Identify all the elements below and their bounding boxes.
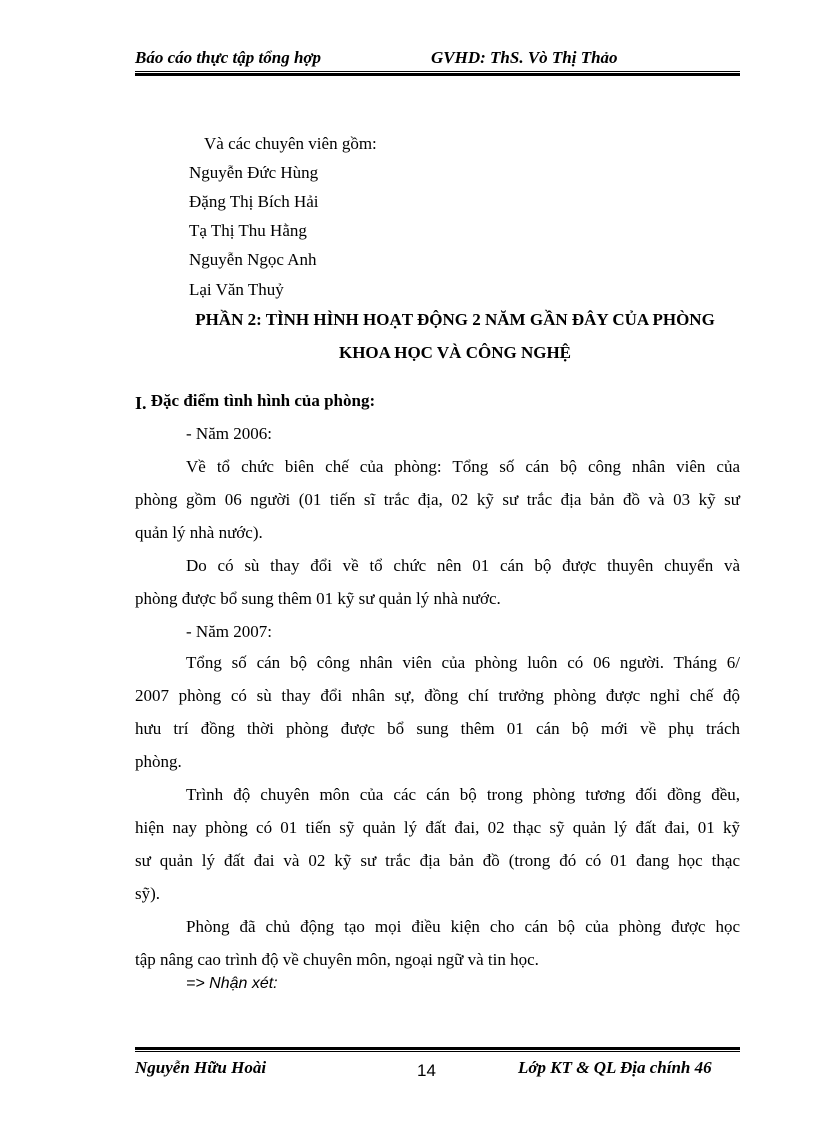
paragraph-line: sư quản lý đất đai và 02 kỹ sư trắc địa bản đồ (trong đó có 01 đang học thạc bbox=[135, 851, 740, 870]
paragraph-line: Tổng số cán bộ công nhân viên của phòng luôn có 06 người. Tháng 6/ bbox=[186, 653, 740, 672]
page-number: 14 bbox=[417, 1061, 436, 1080]
year-label: - Năm 2006: bbox=[186, 424, 272, 443]
paragraph-line: Về tổ chức biên chế của phòng: Tổng số cán bộ công nhân viên của bbox=[186, 457, 740, 476]
paragraph-line: sỹ). bbox=[135, 884, 161, 903]
staff-name: Nguyễn Ngọc Anh bbox=[189, 250, 317, 269]
paragraph-line: hưu trí đồng thời phòng được bổ sung thêm 01 cán bộ mới về phụ trách bbox=[135, 719, 740, 738]
section-title: Đặc điểm tình hình của phòng: bbox=[150, 391, 376, 410]
footer-class: Lớp KT & QL Địa chính 46 bbox=[518, 1058, 712, 1077]
paragraph-line: hiện nay phòng có 01 tiến sỹ quản lý đất đai, 02 thạc sỹ quản lý đất đai, 01 kỹ bbox=[135, 818, 740, 837]
page-header bbox=[135, 48, 740, 72]
staff-name: Nguyễn Đức Hùng bbox=[189, 163, 319, 182]
paragraph-line: tập nâng cao trình độ về chuyên môn, ngoại ngữ và tin học. bbox=[135, 950, 539, 969]
paragraph-line: phòng được bổ sung thêm 01 kỹ sư quản lý nhà nước. bbox=[135, 589, 501, 608]
header-advisor: GVHD: ThS. Vò Thị Thảo bbox=[431, 48, 618, 67]
year-label: - Năm 2007: bbox=[186, 622, 272, 641]
part-heading-line2: KHOA HỌC VÀ CÔNG NGHỆ bbox=[338, 343, 572, 362]
paragraph-line: Phòng đã chủ động tạo mọi điều kiện cho cán bộ của phòng được học bbox=[186, 917, 740, 936]
staff-name: Lại Văn Thuỷ bbox=[189, 280, 284, 299]
footer-author: Nguyễn Hữu Hoài bbox=[135, 1058, 267, 1077]
staff-name: Đặng Thị Bích Hải bbox=[189, 192, 319, 211]
footer-rule-thin bbox=[135, 1051, 740, 1052]
header-rule-thin bbox=[135, 71, 740, 72]
paragraph-line: phòng gồm 06 người (01 tiến sĩ trắc địa, 02 kỹ sư trắc địa bản đồ và 03 kỹ sư bbox=[135, 490, 740, 509]
paragraph-line: quản lý nhà nước). bbox=[135, 523, 263, 542]
header-report-title: Báo cáo thực tập tổng hợp bbox=[135, 48, 322, 67]
paragraph-line: phòng. bbox=[135, 752, 182, 771]
staff-name: Tạ Thị Thu Hằng bbox=[189, 221, 307, 240]
paragraph-line: Do có sù thay đổi về tổ chức nên 01 cán bộ được thuyên chuyển và bbox=[186, 556, 740, 575]
footer-rule-thick bbox=[135, 1047, 740, 1050]
header-rule-thick bbox=[135, 73, 740, 76]
paragraph-line: Trình độ chuyên môn của các cán bộ trong phòng tương đối đồng đều, bbox=[186, 785, 740, 804]
part-heading-line1: PHẦN 2: TÌNH HÌNH HOẠT ĐỘNG 2 NĂM GẦN ĐÂY CỦA PHÒNG bbox=[195, 310, 715, 329]
staff-intro: Và các chuyên viên gồm: bbox=[204, 134, 377, 153]
paragraph-line: 2007 phòng có sù thay đổi nhân sự, đồng chí trưởng phòng được nghỉ chế độ bbox=[135, 686, 740, 705]
remark-label: => Nhận xét: bbox=[186, 975, 278, 992]
section-heading bbox=[135, 389, 375, 412]
section-number: I. bbox=[135, 393, 147, 413]
